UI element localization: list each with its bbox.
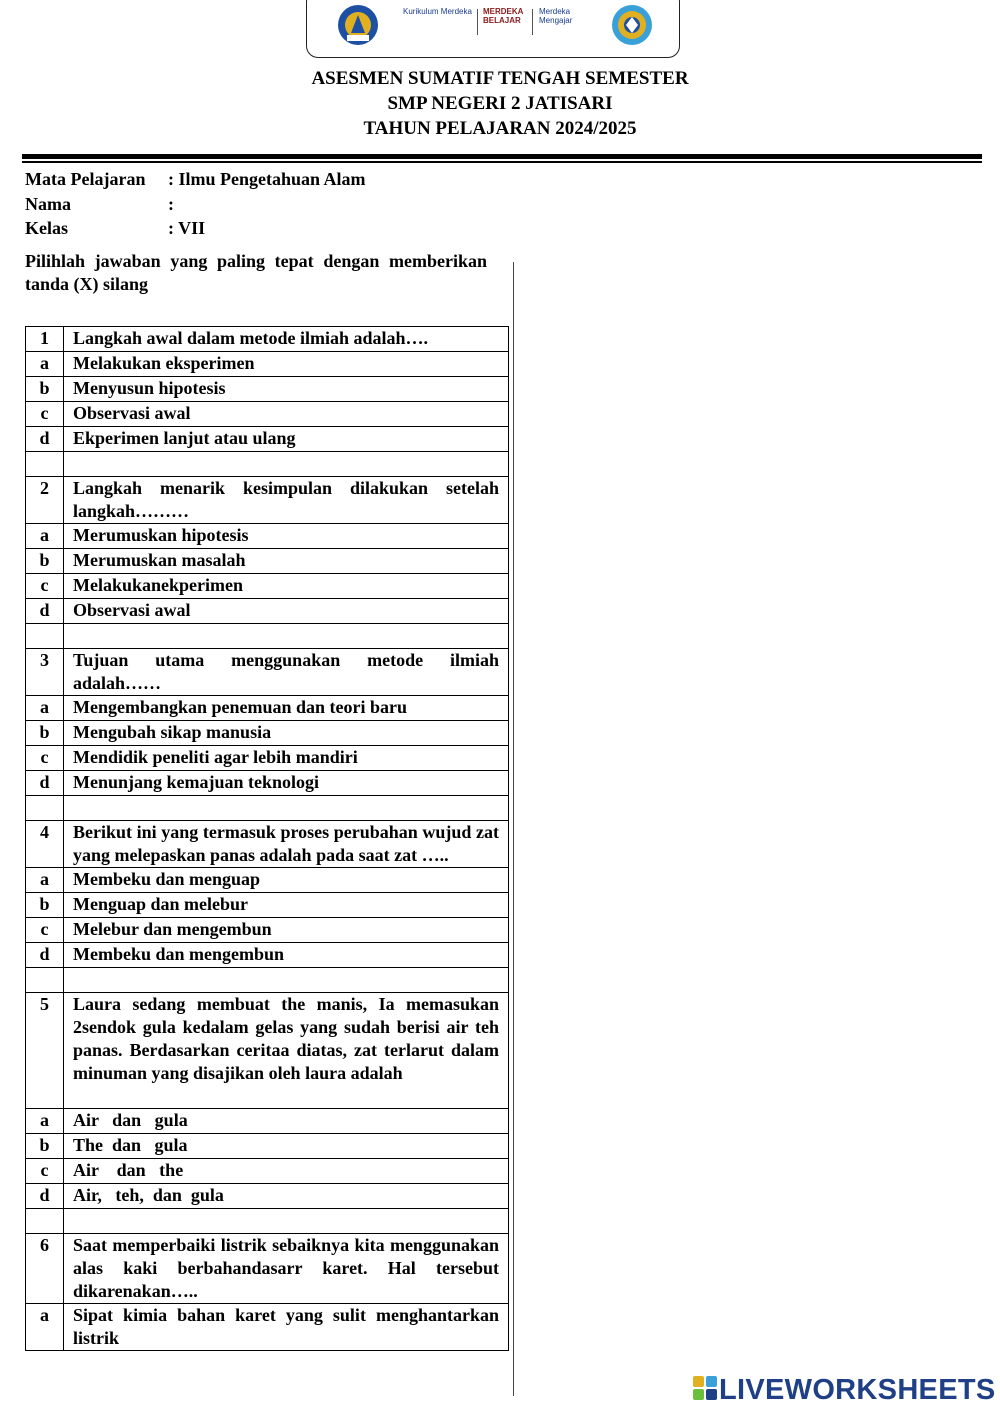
question-number: 5: [26, 993, 64, 1109]
liveworksheets-logo-icon: [692, 1375, 718, 1401]
tut-wuri-handayani-logo-icon: [333, 3, 383, 47]
option-key: a: [26, 524, 64, 549]
option-key: d: [26, 427, 64, 452]
option-row[interactable]: [26, 1184, 509, 1209]
subject-value: : Ilmu Pengetahuan Alam: [168, 169, 366, 189]
school-emblem-icon: [607, 3, 657, 47]
option-text: Ekperimen lanjut atau ulang: [64, 427, 509, 452]
option-key: a: [26, 352, 64, 377]
option-row[interactable]: [26, 402, 509, 427]
header-rule-thick: [22, 154, 982, 159]
option-text: Membeku dan mengembun: [64, 943, 509, 968]
question-number: 3: [26, 649, 64, 696]
instruction-text: Pilihlah jawaban yang paling tepat dengan memberikan tanda (X) silang: [25, 251, 487, 294]
class-value: : VII: [168, 218, 206, 238]
logo-separator: [532, 9, 533, 35]
option-row[interactable]: [26, 1109, 509, 1134]
option-key: d: [26, 943, 64, 968]
subject-row: [25, 169, 366, 190]
question-row: [26, 327, 509, 352]
question-row: [26, 993, 509, 1109]
class-row: [25, 218, 205, 239]
option-key: b: [26, 721, 64, 746]
option-key: c: [26, 574, 64, 599]
option-key: d: [26, 771, 64, 796]
liveworksheets-watermark: [692, 1374, 996, 1408]
question-number: 1: [26, 327, 64, 352]
option-row[interactable]: [26, 574, 509, 599]
option-key: c: [26, 402, 64, 427]
logo-banner: [306, 0, 680, 58]
option-key: d: [26, 599, 64, 624]
question-text: Saat memperbaiki listrik sebaiknya kita menggunakan alas kaki berbahandasarr karet. Hal tersebut dikarenakan…..: [64, 1234, 509, 1304]
question-number: 6: [26, 1234, 64, 1304]
option-row[interactable]: [26, 893, 509, 918]
option-text: Air, teh, dan gula: [64, 1184, 509, 1209]
question-number: 4: [26, 821, 64, 868]
name-label: Nama: [25, 194, 71, 214]
option-row[interactable]: [26, 721, 509, 746]
merdeka-mengajar-brand: Merdeka Mengajar: [539, 7, 573, 25]
option-key: a: [26, 696, 64, 721]
option-row[interactable]: [26, 549, 509, 574]
option-row[interactable]: [26, 427, 509, 452]
option-text: Melebur dan mengembun: [64, 918, 509, 943]
option-text: Menguap dan melebur: [64, 893, 509, 918]
option-key: b: [26, 893, 64, 918]
option-text: Menyusun hipotesis: [64, 377, 509, 402]
logo-separator: [477, 9, 478, 35]
question-text: Langkah awal dalam metode ilmiah adalah….: [64, 327, 509, 352]
option-text: Merumuskan masalah: [64, 549, 509, 574]
academic-year: TAHUN PELAJARAN 2024/2025: [363, 118, 637, 139]
name-row: [25, 194, 174, 215]
option-row[interactable]: [26, 943, 509, 968]
option-text: Merumuskan hipotesis: [64, 524, 509, 549]
merdeka-belajar-brand: MERDEKA BELAJAR: [483, 7, 524, 25]
option-key: d: [26, 1184, 64, 1209]
option-key: c: [26, 746, 64, 771]
header-rule-thin: [22, 161, 982, 163]
option-text: Mendidik peneliti agar lebih mandiri: [64, 746, 509, 771]
option-row[interactable]: [26, 599, 509, 624]
option-row[interactable]: [26, 377, 509, 402]
option-row[interactable]: [26, 746, 509, 771]
option-row[interactable]: [26, 696, 509, 721]
option-key: a: [26, 1109, 64, 1134]
spacer-row: [26, 968, 509, 993]
spacer-row: [26, 1209, 509, 1234]
option-text: Air dan the: [64, 1159, 509, 1184]
question-text: Berikut ini yang termasuk proses perubahan wujud zat yang melepaskan panas adalah pada saat zat …..: [64, 821, 509, 868]
option-key: a: [26, 868, 64, 893]
question-table: [25, 326, 509, 1351]
option-row[interactable]: [26, 524, 509, 549]
option-row[interactable]: [26, 1134, 509, 1159]
option-row[interactable]: [26, 352, 509, 377]
option-key: b: [26, 549, 64, 574]
question-text: Laura sedang membuat the manis, Ia memasukan 2sendok gula kedalam gelas yang sudah berisi air teh panas. Berdasarkan ceritaa diatas, zat terlarut dalam minuman yang disajikan oleh laura adalah: [64, 993, 509, 1109]
question-row: [26, 649, 509, 696]
option-text: Observasi awal: [64, 402, 509, 427]
option-row[interactable]: [26, 771, 509, 796]
option-text: Observasi awal: [64, 599, 509, 624]
option-text: Mengubah sikap manusia: [64, 721, 509, 746]
option-row[interactable]: [26, 1304, 509, 1351]
exam-title: ASESMEN SUMATIF TENGAH SEMESTER: [311, 68, 689, 89]
watermark-text: LIVEWORKSHEETS: [719, 1374, 996, 1406]
option-row[interactable]: [26, 918, 509, 943]
option-key: c: [26, 918, 64, 943]
option-text: Sipat kimia bahan karet yang sulit menghantarkan listrik: [64, 1304, 509, 1351]
name-value: :: [168, 194, 174, 214]
subject-label: Mata Pelajaran: [25, 169, 146, 189]
option-key: a: [26, 1304, 64, 1351]
school-name: SMP NEGERI 2 JATISARI: [387, 93, 613, 114]
column-divider: [513, 262, 514, 1396]
option-text: The dan gula: [64, 1134, 509, 1159]
option-text: Air dan gula: [64, 1109, 509, 1134]
option-text: Melakukanekperimen: [64, 574, 509, 599]
option-text: Membeku dan menguap: [64, 868, 509, 893]
spacer-row: [26, 624, 509, 649]
question-text: Tujuan utama menggunakan metode ilmiah adalah……: [64, 649, 509, 696]
option-text: Melakukan eksperimen: [64, 352, 509, 377]
spacer-row: [26, 796, 509, 821]
question-number: 2: [26, 477, 64, 524]
kurikulum-merdeka-brand: Kurikulum Merdeka: [403, 7, 472, 16]
option-key: c: [26, 1159, 64, 1184]
spacer-row: [26, 452, 509, 477]
option-text: Mengembangkan penemuan dan teori baru: [64, 696, 509, 721]
option-row[interactable]: [26, 1159, 509, 1184]
option-row[interactable]: [26, 868, 509, 893]
question-row: [26, 1234, 509, 1304]
class-label: Kelas: [25, 218, 68, 238]
question-row: [26, 821, 509, 868]
question-text: Langkah menarik kesimpulan dilakukan setelah langkah………: [64, 477, 509, 524]
option-key: b: [26, 377, 64, 402]
option-text: Menunjang kemajuan teknologi: [64, 771, 509, 796]
question-row: [26, 477, 509, 524]
option-key: b: [26, 1134, 64, 1159]
